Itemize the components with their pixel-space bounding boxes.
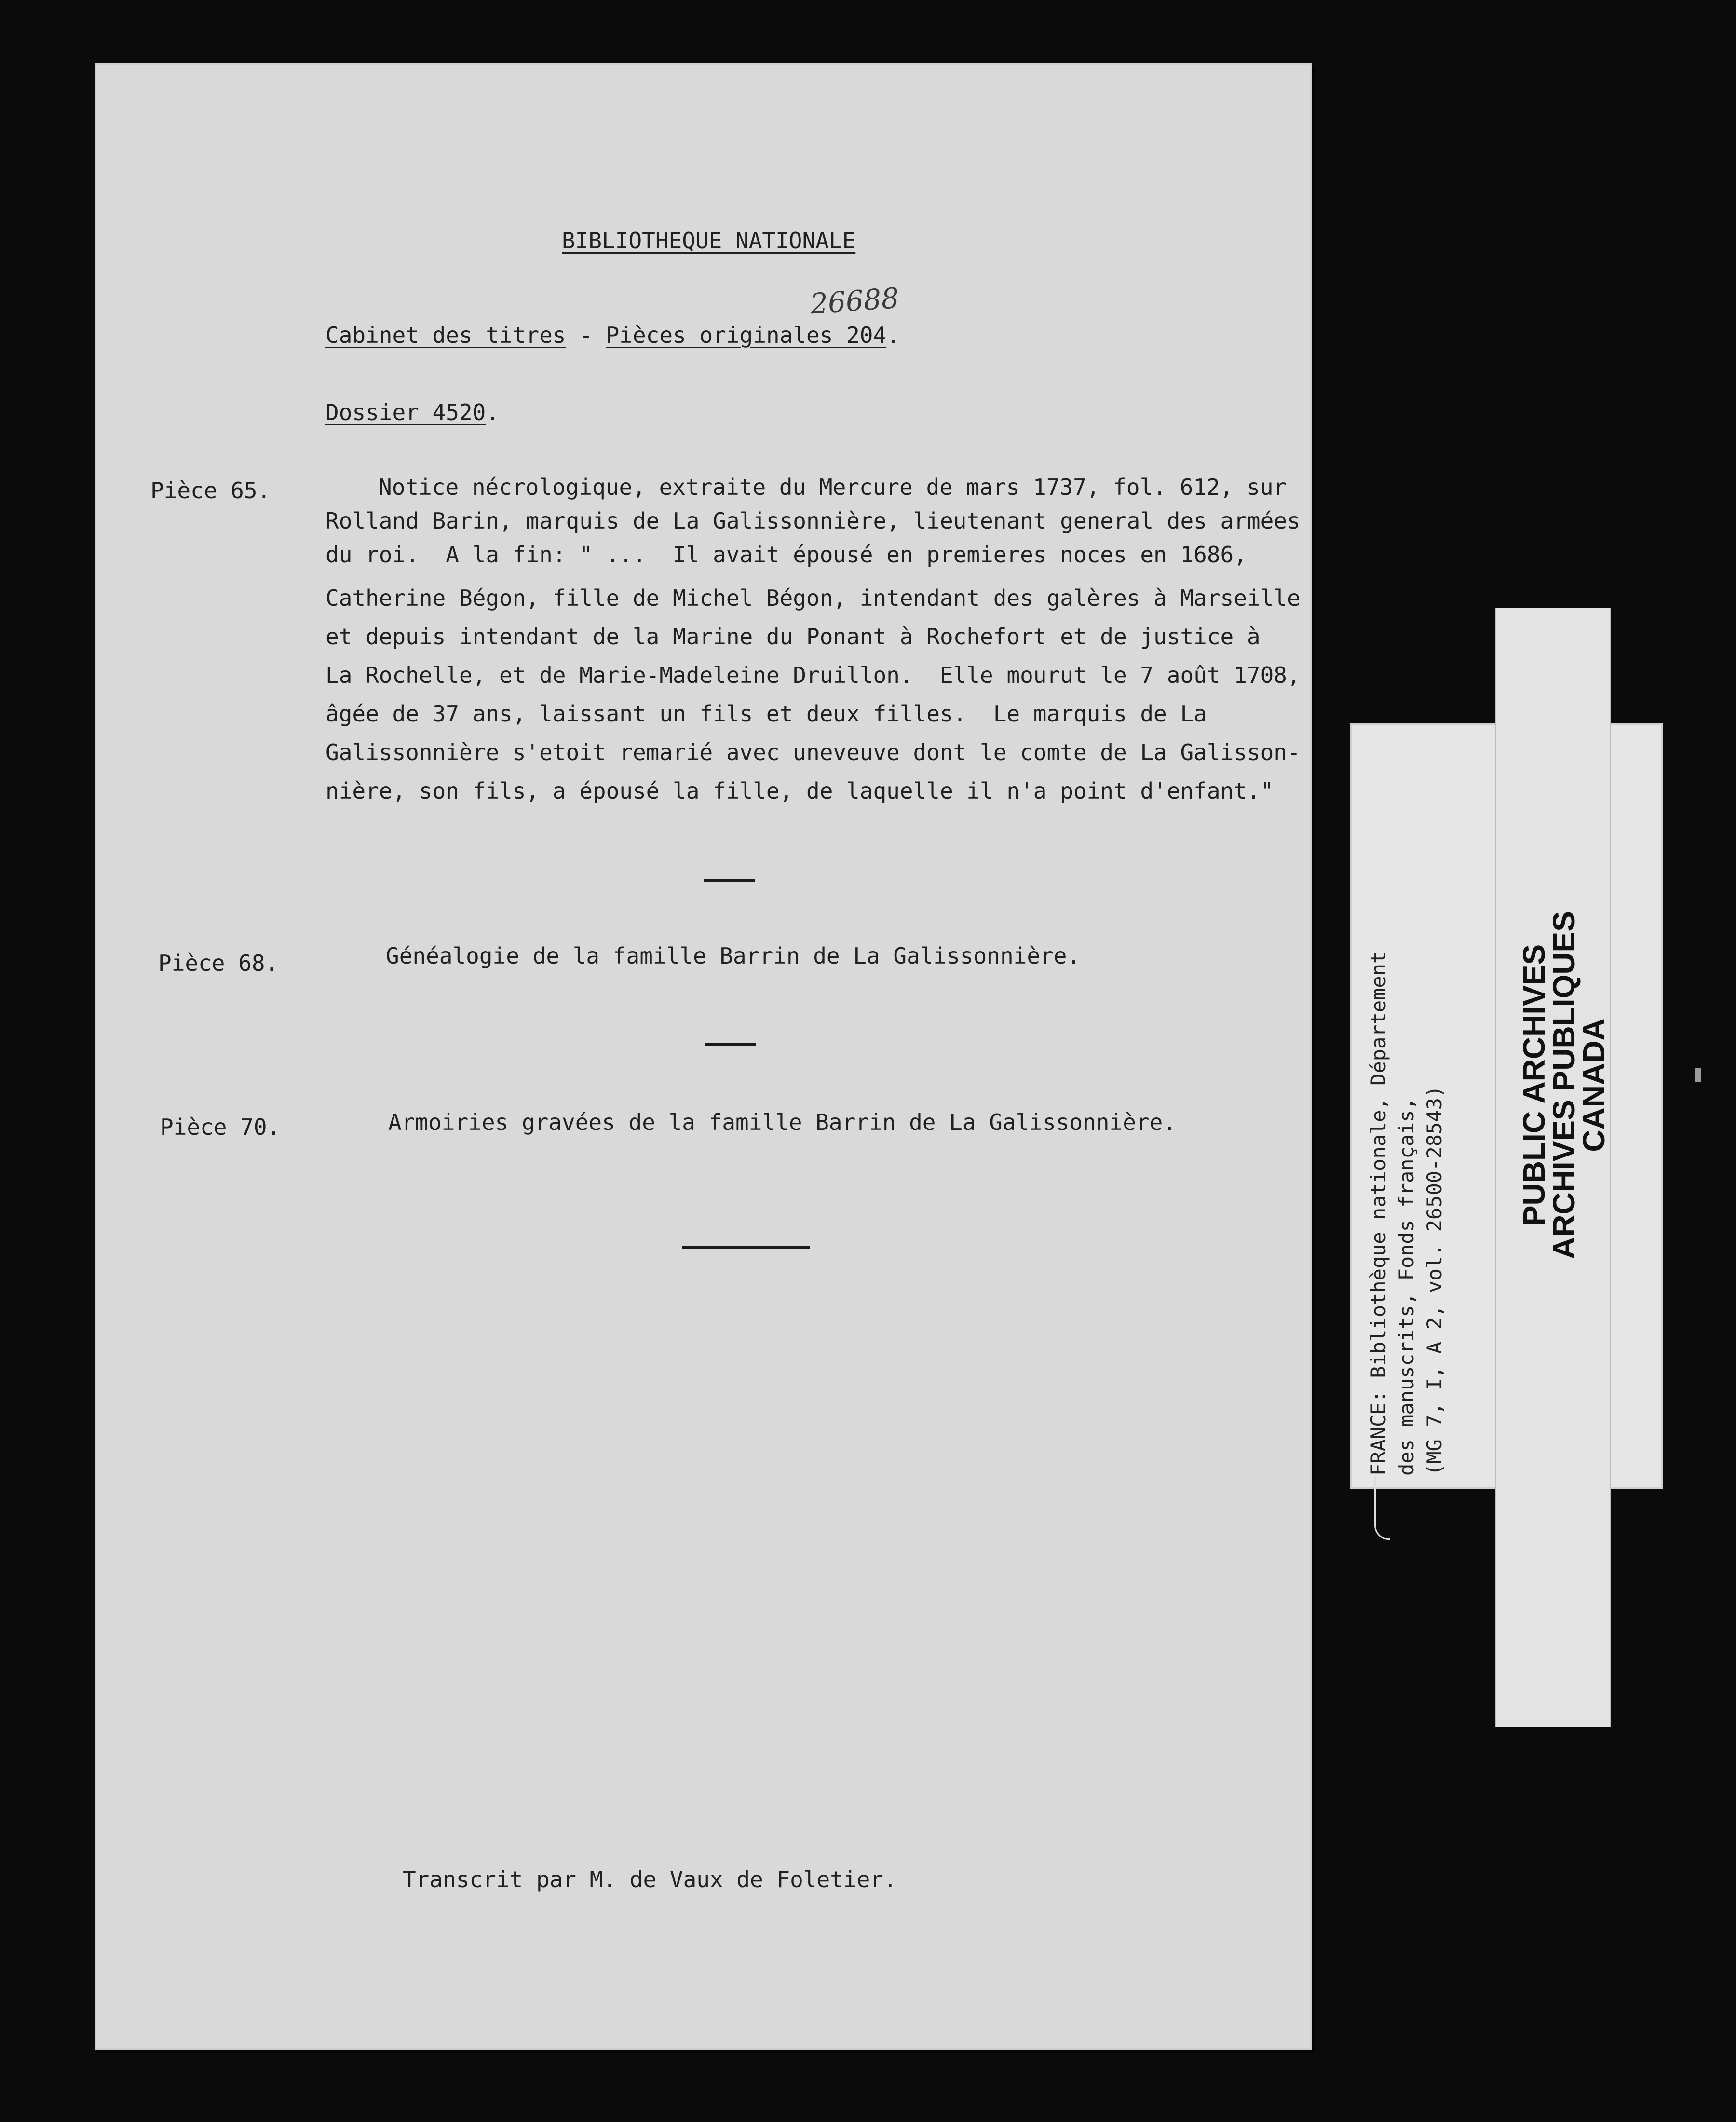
dossier-line [326, 399, 499, 425]
collection-separator: - [566, 322, 606, 348]
handwritten-volume-number: 26688 [809, 281, 900, 321]
entry-text-line: et depuis intendant de la Marine du Ponant à Rochefort et de justice à [326, 624, 1261, 650]
entry-text-line: Galissonnière s'etoit remarié avec uneveuve dont le comte de La Galisson- [326, 739, 1301, 765]
separator-rule [705, 1043, 756, 1046]
entry-text-line: La Rochelle, et de Marie-Madeleine Druillon. Elle mourut le 7 août 1708, [326, 662, 1301, 688]
entry-text-line: Catherine Bégon, fille de Michel Bégon, intendant des galères à Marseille [326, 585, 1301, 611]
entry-label: Pièce 70. [160, 1114, 281, 1140]
collection-period: . [886, 322, 900, 348]
cabinet-title: Cabinet des titres [326, 322, 566, 348]
separator-rule [682, 1246, 810, 1249]
entry-text-line: nière, son fils, a épousé la fille, de laquelle il n'a point d'enfant." [326, 778, 1274, 804]
entry-text-line: Rolland Barin, marquis de La Galissonnière, lieutenant general des armées [326, 508, 1301, 534]
archive-reference [1365, 743, 1449, 1476]
film-speck [1695, 1068, 1701, 1082]
entry-text-line: du roi. A la fin: " ... Il avait épousé en premieres noces en 1686, [326, 542, 1247, 568]
public-archives-stamp: PUBLIC ARCHIVES ARCHIVES PUBLIQUES CANADA [1517, 911, 1611, 1259]
archive-reference-line: des manuscrits, Fonds français, [1395, 1098, 1418, 1476]
collection-line [326, 322, 900, 348]
dossier-number: Dossier 4520 [326, 399, 486, 425]
entry-text-line: Armoiries gravées de la famille Barrin de La Galissonnière. [388, 1109, 1176, 1135]
entry-label: Pièce 68. [158, 950, 279, 976]
dossier-period: . [486, 399, 500, 425]
entry-text-line: Généalogie de la famille Barrin de La Galissonnière. [386, 943, 1081, 969]
entry-text-line: Notice nécrologique, extraite du Mercure de mars 1737, fol. 612, sur [379, 474, 1287, 500]
pieces-originales: Pièces originales 204 [606, 322, 887, 348]
library-heading: BIBLIOTHEQUE NATIONALE [562, 228, 856, 254]
archive-reference-line: FRANCE: Bibliothèque nationale, Département [1367, 951, 1390, 1476]
document-page [95, 63, 1312, 2050]
separator-rule [704, 879, 755, 882]
string-loop [1374, 1476, 1390, 1540]
entry-label: Pièce 65. [150, 477, 271, 503]
transcribed-by: Transcrit par M. de Vaux de Foletier. [403, 1866, 897, 1892]
archive-reference-line: (MG 7, I, A 2, vol. 26500-28543) [1423, 1085, 1446, 1476]
entry-text-line: âgée de 37 ans, laissant un fils et deux filles. Le marquis de La [326, 701, 1207, 727]
